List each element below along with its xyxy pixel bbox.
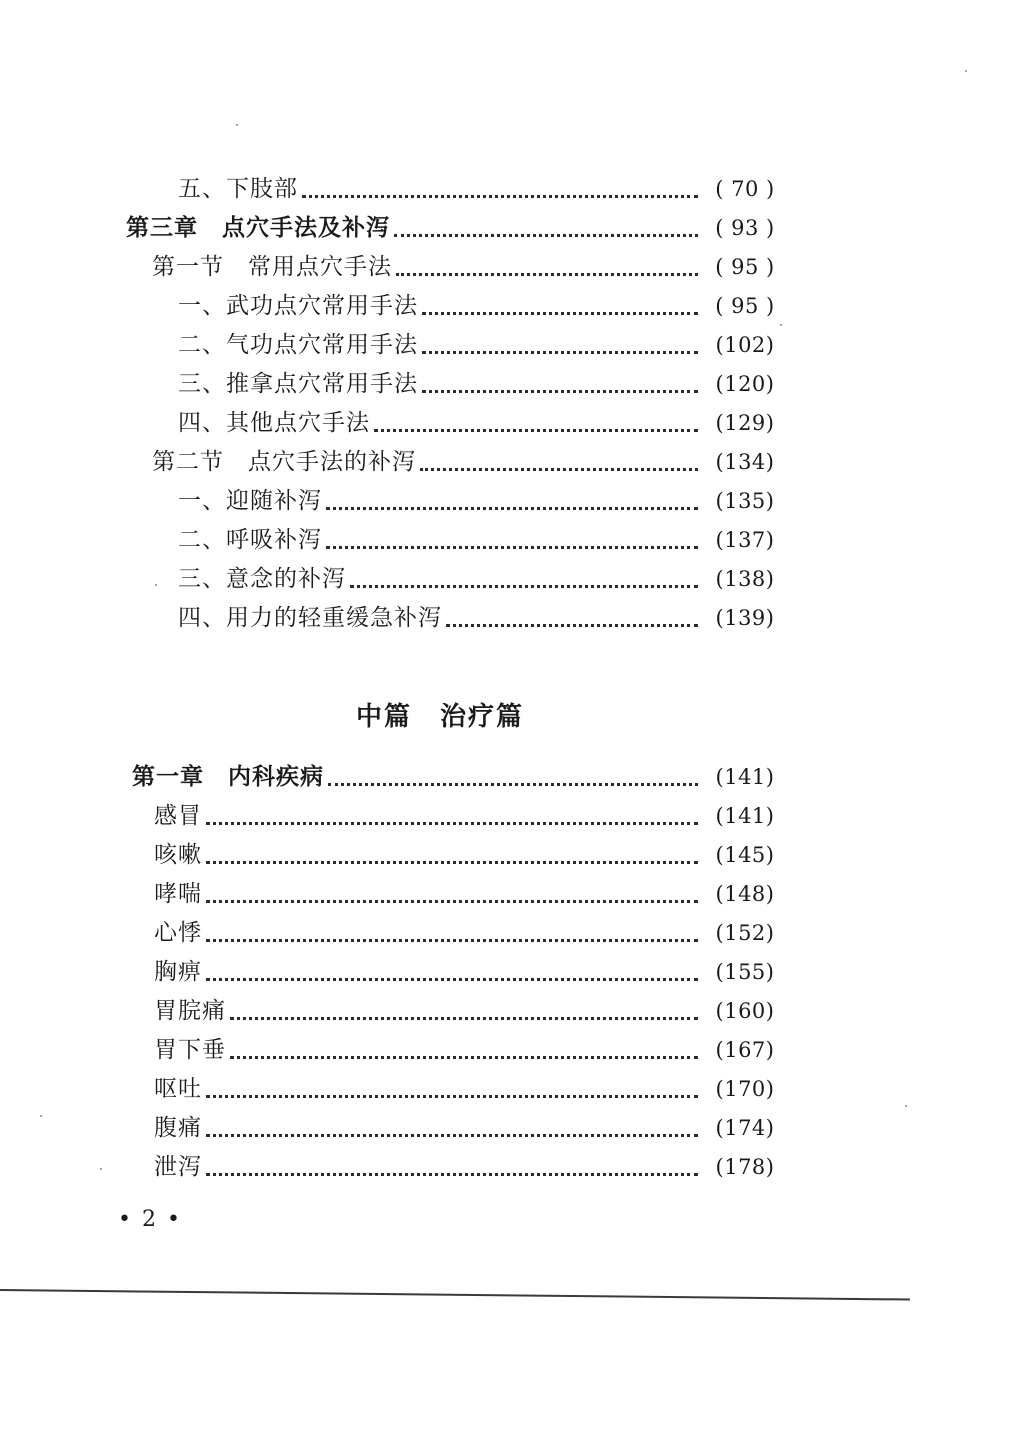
toc-entry	[0, 250, 1018, 284]
toc-entry-title: 呕吐	[154, 1076, 202, 1102]
toc-entry	[0, 838, 1018, 872]
toc-leader-dots	[328, 771, 698, 786]
toc-entry-title: 第一章 内科疾病	[132, 764, 324, 790]
toc-entry-title: 三、推拿点穴常用手法	[178, 371, 418, 397]
toc-entry-title: 感冒	[154, 803, 202, 829]
toc-entry-page: ( 93 )	[715, 216, 775, 240]
toc-entry-title: 胃下垂	[154, 1037, 226, 1063]
toc-entry-title: 胸痹	[154, 959, 202, 985]
toc-entry	[0, 484, 1018, 518]
toc-leader-dots	[396, 261, 698, 276]
part-title: 中篇 治疗篇	[355, 702, 524, 732]
toc-entry-page: (102)	[715, 333, 775, 357]
toc-entry-title: 泄泻	[154, 1154, 202, 1180]
toc-leader-dots	[422, 378, 698, 393]
toc-entry-page: ( 70 )	[715, 177, 775, 201]
toc-entry	[0, 1150, 1018, 1184]
toc-entry-page: (129)	[715, 411, 775, 435]
toc-entry-title: 腹痛	[154, 1115, 202, 1141]
scan-speck	[905, 1105, 907, 1107]
toc-entry-page: ( 95 )	[715, 255, 775, 279]
toc-entry-title: 二、气功点穴常用手法	[178, 332, 418, 358]
toc-entry	[0, 760, 1018, 794]
toc-leader-dots	[326, 534, 698, 549]
toc-entry	[0, 1072, 1018, 1106]
toc-entry-page: (167)	[715, 1038, 775, 1062]
toc-entry-title: 三、意念的补泻	[178, 566, 346, 592]
toc-entry-title: 一、迎随补泻	[178, 488, 322, 514]
toc-entry	[0, 289, 1018, 323]
toc-entry	[0, 994, 1018, 1028]
toc-entry	[0, 955, 1018, 989]
toc-entry-title: 四、用力的轻重缓急补泻	[178, 605, 442, 631]
toc-entry-title: 哮喘	[154, 881, 202, 907]
toc-entry-title: 四、其他点穴手法	[178, 410, 370, 436]
toc-leader-dots	[206, 810, 698, 825]
toc-leader-dots	[206, 1083, 698, 1098]
toc-leader-dots	[420, 456, 698, 471]
toc-leader-dots	[230, 1005, 698, 1020]
toc-entry-page: (139)	[715, 606, 775, 630]
toc-entry-page: (170)	[715, 1077, 775, 1101]
toc-entry	[0, 1111, 1018, 1145]
toc-leader-dots	[422, 300, 698, 315]
toc-entry-page: ( 95 )	[715, 294, 775, 318]
toc-entry-page: (148)	[715, 882, 775, 906]
scan-speck	[780, 324, 782, 326]
toc-leader-dots	[206, 888, 698, 903]
toc-entry-page: (152)	[715, 921, 775, 945]
toc-entry-page: (174)	[715, 1116, 775, 1140]
toc-entry-title: 心悸	[154, 920, 202, 946]
toc-leader-dots	[206, 849, 698, 864]
toc-entry-page: (145)	[715, 843, 775, 867]
toc-entry-page: (135)	[715, 489, 775, 513]
toc-entry-page: (160)	[715, 999, 775, 1023]
toc-entry-title: 第二节 点穴手法的补泻	[152, 449, 416, 475]
toc-entry	[0, 916, 1018, 950]
toc-entry	[0, 877, 1018, 911]
toc-leader-dots	[302, 183, 698, 198]
toc-entry-page: (141)	[715, 804, 775, 828]
toc-leader-dots	[394, 222, 698, 237]
toc-leader-dots	[206, 1161, 698, 1176]
toc-entry	[0, 799, 1018, 833]
toc-leader-dots	[446, 612, 698, 627]
toc-entry	[0, 445, 1018, 479]
toc-entry-title: 二、呼吸补泻	[178, 527, 322, 553]
toc-entry-page: (178)	[715, 1155, 775, 1179]
toc-entry-page: (141)	[715, 765, 775, 789]
toc-entry	[0, 1033, 1018, 1067]
toc-entry-title: 一、武功点穴常用手法	[178, 293, 418, 319]
toc-entry-title: 咳嗽	[154, 842, 202, 868]
scan-speck	[155, 584, 157, 586]
toc-entry	[0, 328, 1018, 362]
toc-leader-dots	[374, 417, 698, 432]
bottom-rule	[0, 1289, 910, 1301]
scan-speck	[40, 1115, 42, 1117]
toc-leader-dots	[206, 927, 698, 942]
toc-leader-dots	[350, 573, 698, 588]
toc-entry-title: 第一节 常用点穴手法	[152, 254, 392, 280]
toc-entry	[0, 601, 1018, 635]
toc-entry	[0, 406, 1018, 440]
toc-entry-title: 胃脘痛	[154, 998, 226, 1024]
toc-entry-page: (138)	[715, 567, 775, 591]
scan-speck	[236, 124, 238, 126]
toc-entry	[0, 523, 1018, 557]
scan-speck	[965, 70, 967, 72]
toc-entry-title: 第三章 点穴手法及补泻	[126, 215, 390, 241]
toc-entry	[0, 172, 1018, 206]
toc-leader-dots	[230, 1044, 698, 1059]
toc-entry	[0, 562, 1018, 596]
page-number: • 2 •	[118, 1207, 182, 1232]
toc-leader-dots	[422, 339, 698, 354]
toc-entry	[0, 367, 1018, 401]
scan-speck	[100, 1168, 102, 1170]
toc-entry-page: (137)	[715, 528, 775, 552]
toc-leader-dots	[206, 966, 698, 981]
toc-entry-page: (120)	[715, 372, 775, 396]
toc-leader-dots	[206, 1122, 698, 1137]
toc-leader-dots	[326, 495, 698, 510]
toc-entry-page: (134)	[715, 450, 775, 474]
toc-entry-page: (155)	[715, 960, 775, 984]
toc-entry-title: 五、下肢部	[178, 176, 298, 202]
toc-entry	[0, 211, 1018, 245]
